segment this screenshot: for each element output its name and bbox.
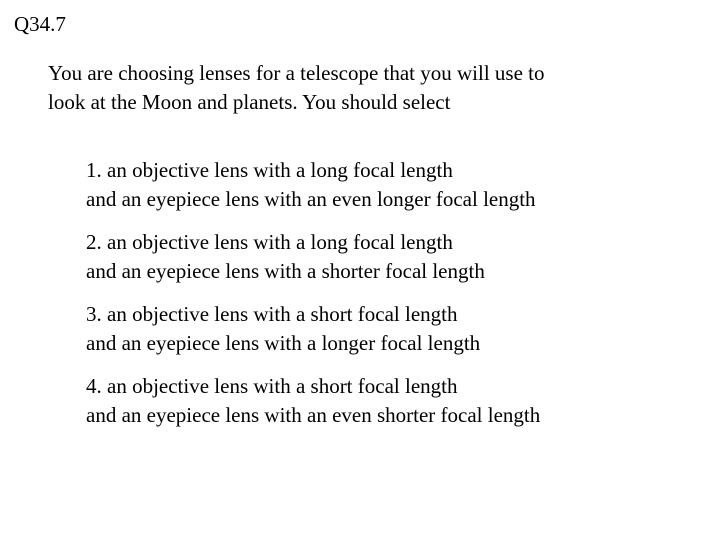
question-id: Q34.7 <box>14 12 66 36</box>
option-line: 2. an objective lens with a long focal length <box>86 230 453 254</box>
answer-option-1[interactable] <box>86 156 540 214</box>
option-line: and an eyepiece lens with a shorter focal length <box>86 259 485 283</box>
answer-options <box>86 156 540 444</box>
prompt-line: look at the Moon and planets. You should select <box>48 90 451 114</box>
option-line: and an eyepiece lens with an even longer focal length <box>86 187 536 211</box>
prompt-line: You are choosing lenses for a telescope that you will use to <box>48 61 545 85</box>
question-prompt <box>48 59 708 117</box>
option-line: 4. an objective lens with a short focal length <box>86 374 458 398</box>
option-line: 1. an objective lens with a long focal length <box>86 158 453 182</box>
option-line: and an eyepiece lens with an even shorter focal length <box>86 403 541 427</box>
option-line: 3. an objective lens with a short focal length <box>86 302 458 326</box>
option-line: and an eyepiece lens with a longer focal length <box>86 331 481 355</box>
answer-option-3[interactable] <box>86 300 540 358</box>
answer-option-4[interactable] <box>86 372 540 430</box>
answer-option-2[interactable] <box>86 228 540 286</box>
